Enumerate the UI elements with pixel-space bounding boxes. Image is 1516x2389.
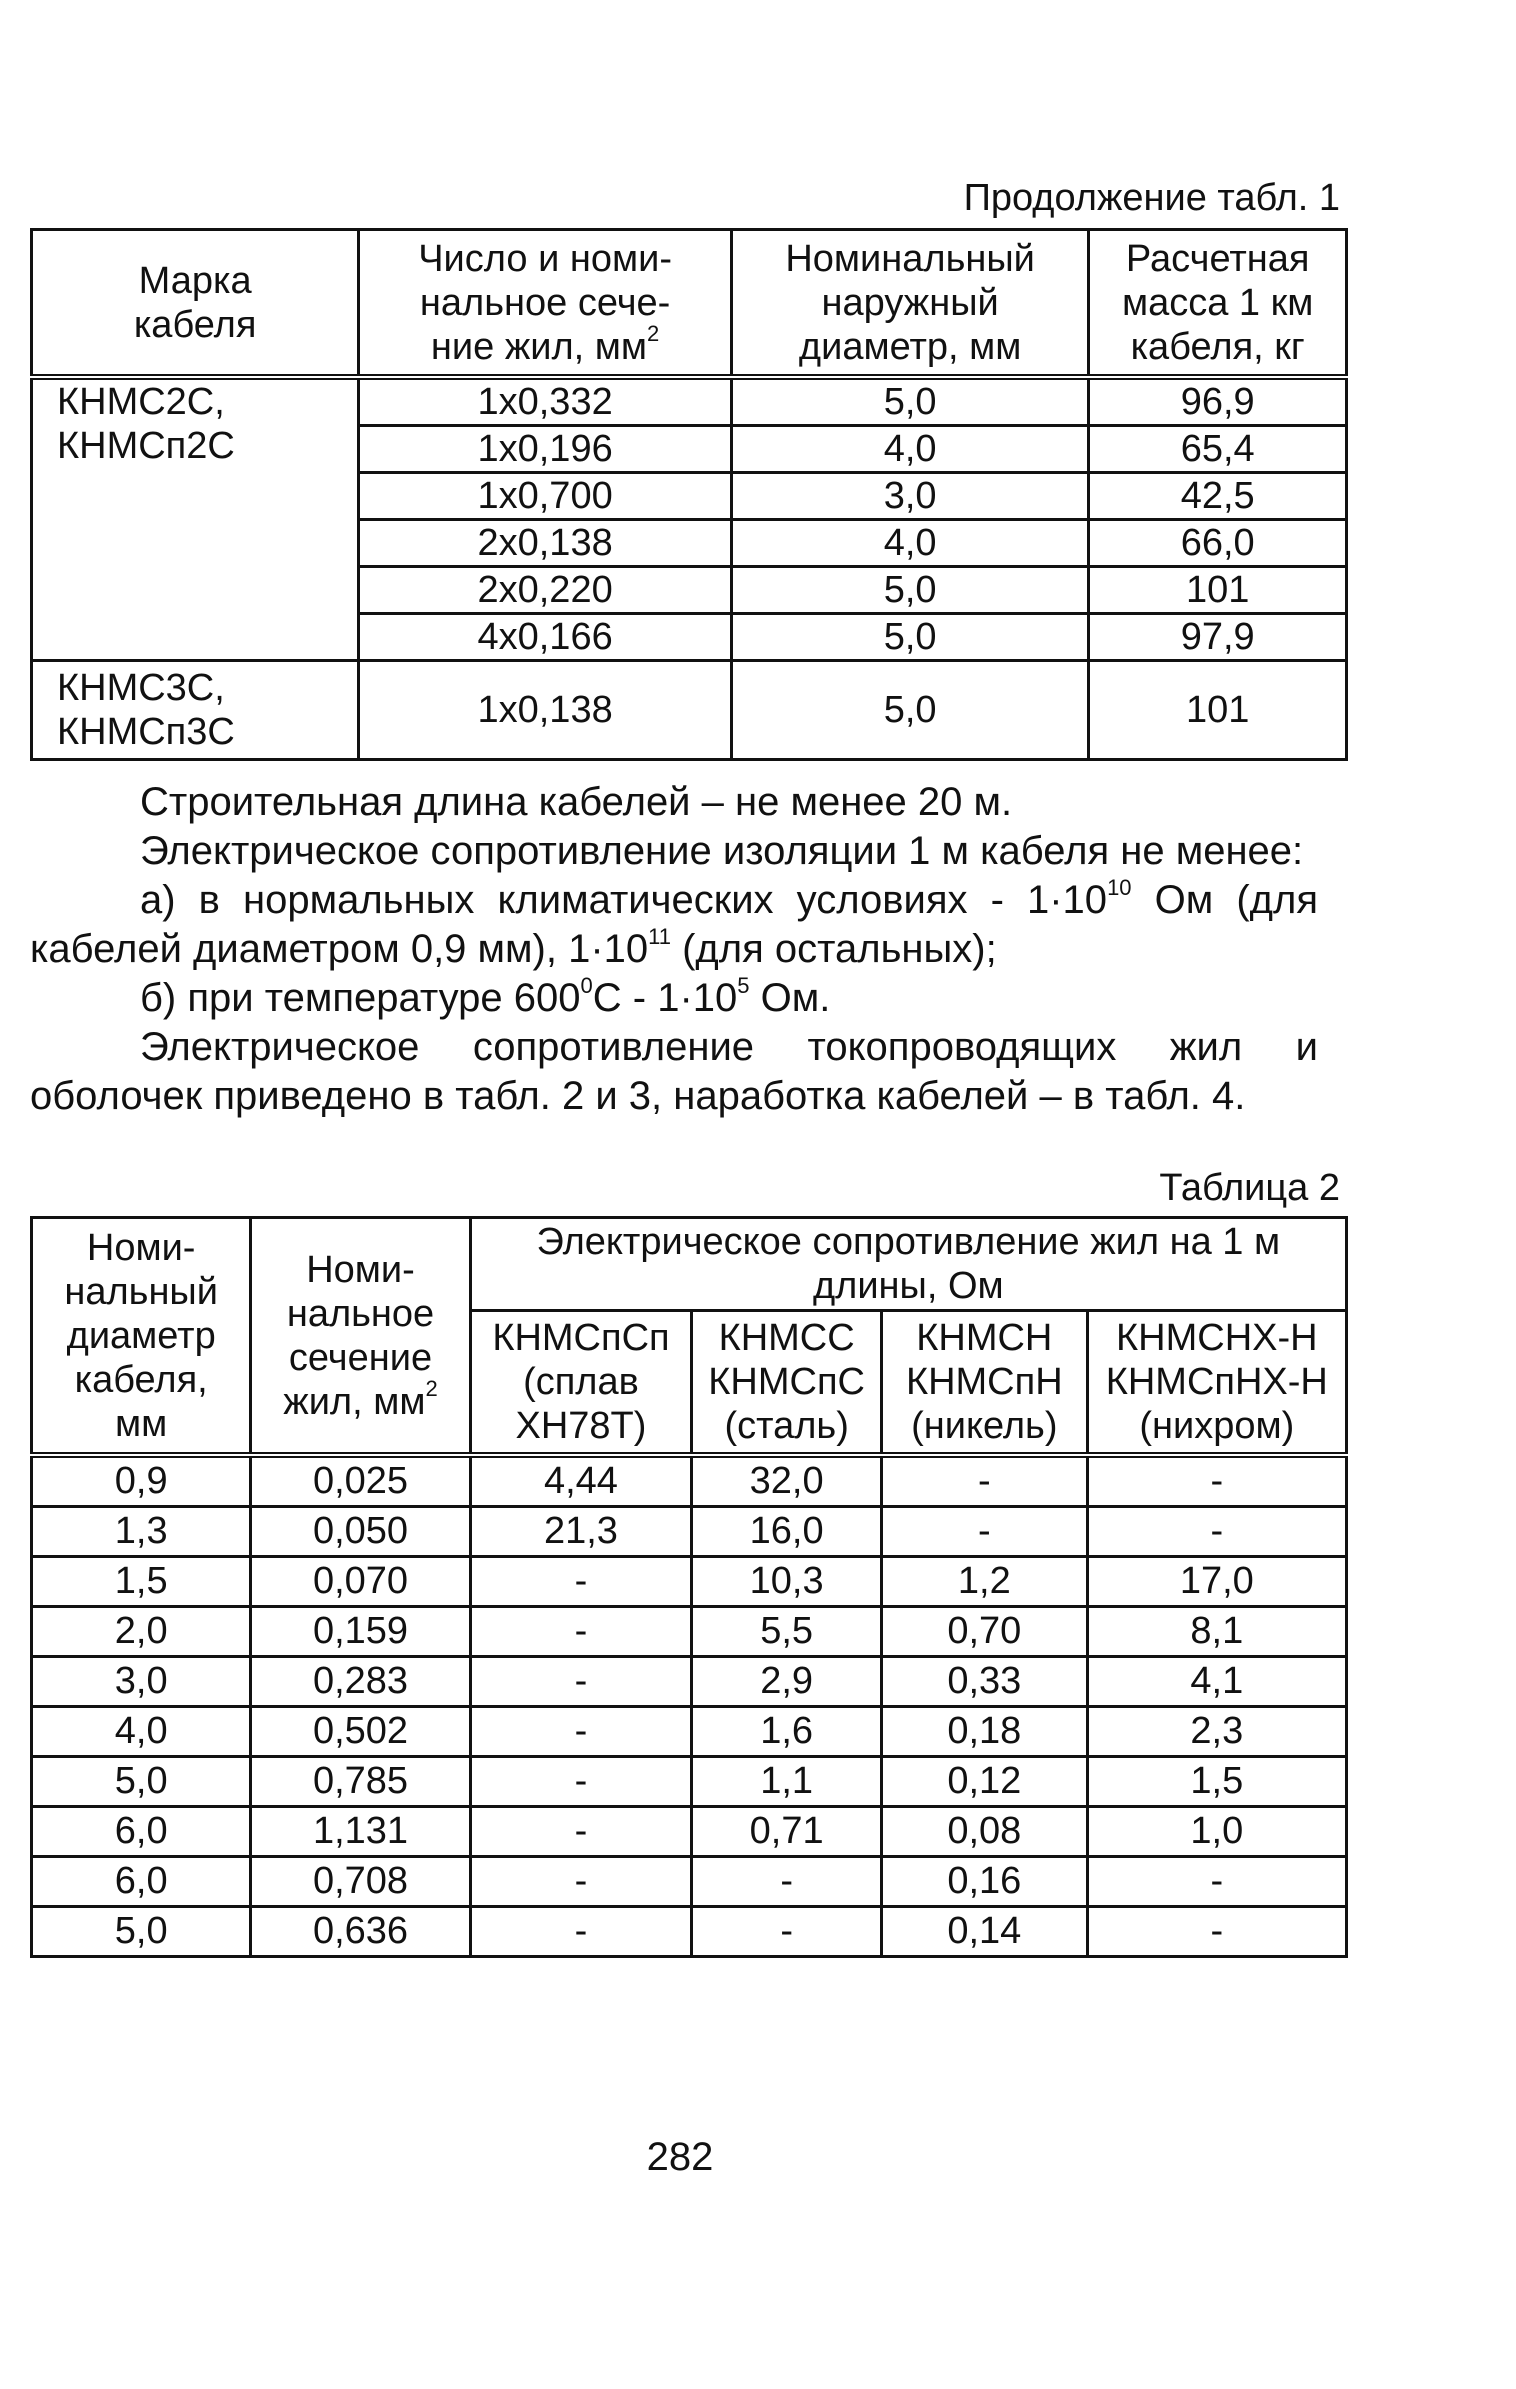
cell: 0,18 [882,1707,1088,1757]
brand-line: КНМСп3С [57,711,235,753]
cell: 16,0 [692,1507,882,1557]
diameter-cell: 3,0 [731,473,1088,520]
cell: 0,33 [882,1657,1088,1707]
cell: 0,050 [251,1507,470,1557]
header-resistance-group [470,1218,1346,1311]
header-line: КНМСпС [708,1361,865,1403]
header-line: КНМСС [718,1317,855,1359]
table-row [32,1857,1347,1907]
cell: 0,708 [251,1857,470,1907]
superscript: 10 [1107,875,1132,900]
cell: 32,0 [692,1455,882,1507]
header-line: ХН78Т) [515,1405,647,1447]
brand-line: КНМСп2С [57,425,235,467]
cell: 0,070 [251,1557,470,1607]
cell: 2,9 [692,1657,882,1707]
header-section-line: нальное [286,1292,435,1335]
item-a-text: (для остальных); [671,927,997,971]
cell: 6,0 [32,1807,251,1857]
diameter-cell: 5,0 [731,661,1088,760]
cell: - [1087,1857,1346,1907]
table-row [32,1607,1347,1657]
superscript: 2 [425,1375,438,1401]
cell: 1,6 [692,1707,882,1757]
section-cell: 1x0,332 [359,377,732,426]
header-diameter-line: кабеля, [74,1358,208,1401]
header-brand [32,230,359,378]
header-mass-line: Расчетная [1125,237,1310,280]
cell: 0,70 [882,1607,1088,1657]
table-row [32,1707,1347,1757]
item-a-text: а) в нормальных климатических условиях - 1·10 [140,878,1108,922]
header-section-line [258,1375,462,1424]
item-b-text: С - 1·10 [592,976,738,1020]
cell: 6,0 [32,1857,251,1907]
table-row [32,661,1347,760]
cell: 5,0 [32,1757,251,1807]
superscript: 0 [580,973,593,998]
cell: - [470,1807,692,1857]
cell: 10,3 [692,1557,882,1607]
table2-caption: Таблица 2 [1159,1167,1340,1209]
header-line: КНМСпСп [492,1317,670,1359]
cell: 0,785 [251,1757,470,1807]
header-brand-line: кабеля [133,303,257,346]
mass-cell: 97,9 [1089,614,1347,661]
item-b-paragraph [30,974,1318,1023]
section-cell: 1x0,196 [359,426,732,473]
cell: 3,0 [32,1657,251,1707]
header-section-line: нальное сече- [419,281,671,324]
table-row [32,1507,1347,1557]
header-nickel [882,1311,1088,1456]
cell: 2,0 [32,1607,251,1657]
header-mass-line: масса 1 км [1121,281,1314,324]
cell: 8,1 [1087,1607,1346,1657]
brand-line: КНМС3С, [57,667,225,709]
table-row [32,1455,1347,1507]
mass-cell: 42,5 [1089,473,1347,520]
table-row [32,1557,1347,1607]
table-row [32,377,1347,426]
header-diameter-line: Номи- [86,1226,196,1269]
cell: - [470,1607,692,1657]
header-section-line [366,320,724,369]
mass-cell: 66,0 [1089,520,1347,567]
mass-cell: 96,9 [1089,377,1347,426]
cell: 4,1 [1087,1657,1346,1707]
superscript: 5 [737,973,750,998]
item-a-paragraph [30,876,1318,974]
header-section [359,230,732,378]
header-alloy [470,1311,692,1456]
cell: - [470,1857,692,1907]
cell: - [1087,1455,1346,1507]
cell: 4,0 [32,1707,251,1757]
cell: 5,5 [692,1607,882,1657]
cell: - [470,1657,692,1707]
header-diameter-line: диаметр [66,1314,216,1357]
header-line: КНМСНХ-Н [1116,1317,1318,1359]
brand-cell [32,661,359,760]
header-diameter-line: мм [115,1402,168,1445]
cell: - [470,1907,692,1957]
cell: 0,636 [251,1907,470,1957]
cell: - [470,1557,692,1607]
header-diameter-line: Номинальный [785,237,1035,280]
section-cell: 1x0,138 [359,661,732,760]
cell: 1,5 [1087,1757,1346,1807]
cell: 5,0 [32,1907,251,1957]
cell: 0,12 [882,1757,1088,1807]
diameter-cell: 5,0 [731,567,1088,614]
header-section-text: ние жил, мм [430,325,648,368]
header-section-line: сечение [288,1336,433,1379]
table1-caption: Продолжение табл. 1 [963,177,1340,219]
item-b-text: б) при температуре 600 [140,976,581,1020]
header-diameter-line: наружный [821,281,999,324]
cell: - [470,1707,692,1757]
table2-header-row [32,1218,1347,1311]
brand-cell [32,377,359,661]
section-cell: 2x0,220 [359,567,732,614]
superscript: 11 [648,924,671,949]
header-line: КНМСпНХ-Н [1105,1361,1328,1403]
section-cell: 2x0,138 [359,520,732,567]
cell: - [882,1455,1088,1507]
resistance-table [30,1216,1348,1958]
cell: 1,0 [1087,1807,1346,1857]
header-brand-line: Марка [138,259,252,302]
cell: 2,3 [1087,1707,1346,1757]
header-line: КНМСпН [905,1361,1063,1403]
header-mass [1089,230,1347,378]
cell: 1,131 [251,1807,470,1857]
header-diameter-line: диаметр, мм [798,325,1022,368]
cell: - [692,1907,882,1957]
header-group-line: Электрическое сопротивление жил на 1 м [536,1221,1281,1263]
header-section-text: жил, мм [283,1380,426,1423]
table-row [32,1807,1347,1857]
superscript: 2 [647,320,660,346]
table1-header-row [32,230,1347,378]
cell: 0,16 [882,1857,1088,1907]
section-cell: 1x0,700 [359,473,732,520]
cell: 1,3 [32,1507,251,1557]
cable-mass-table [30,228,1348,761]
header-section-line: Число и номи- [418,237,672,280]
header-diameter [32,1218,251,1456]
table-row [32,1657,1347,1707]
cell: - [1087,1907,1346,1957]
header-section-line: Номи- [306,1248,415,1291]
length-paragraph: Строительная длина кабелей – не менее 20 м. [140,780,1013,824]
mass-cell: 101 [1089,661,1347,760]
cell: - [692,1857,882,1907]
cell: 0,025 [251,1455,470,1507]
header-line: (нихром) [1139,1405,1295,1447]
table-row [32,1907,1347,1957]
cell: 4,44 [470,1455,692,1507]
diameter-cell: 4,0 [731,426,1088,473]
section-cell: 4x0,166 [359,614,732,661]
diameter-cell: 5,0 [731,614,1088,661]
cell: 1,5 [32,1557,251,1607]
body-text [30,778,1318,1121]
cell: 21,3 [470,1507,692,1557]
cell: 1,2 [882,1557,1088,1607]
header-line: КНМСН [916,1317,1053,1359]
header-mass-line: кабеля, кг [1130,325,1305,368]
cell: - [470,1757,692,1807]
header-diameter [731,230,1088,378]
item-b-text: Ом. [749,976,831,1020]
mass-cell: 101 [1089,567,1347,614]
diameter-cell: 5,0 [731,377,1088,426]
resistance-paragraph: Электрическое сопротивление токопроводящих жил и оболочек приведено в табл. 2 и 3, наработка кабелей – в табл. 4. [30,1025,1318,1118]
cell: 0,71 [692,1807,882,1857]
mass-cell: 65,4 [1089,426,1347,473]
item-a-text: Ом (для кабелей диаметром 0,9 мм), 1·10 [30,878,1319,971]
header-line: (сплав [523,1361,639,1403]
cell: 0,08 [882,1807,1088,1857]
cell: 17,0 [1087,1557,1346,1607]
header-nichrome [1087,1311,1346,1456]
cell: 0,159 [251,1607,470,1657]
cell: 1,1 [692,1757,882,1807]
header-line: (никель) [911,1405,1058,1447]
header-group-line: длины, Ом [812,1265,1004,1307]
cell: 0,502 [251,1707,470,1757]
brand-line: КНМС2С, [57,381,225,423]
cell: 0,9 [32,1455,251,1507]
header-section [251,1218,470,1456]
cell: 0,283 [251,1657,470,1707]
header-line: (сталь) [724,1405,849,1447]
table-row [32,1757,1347,1807]
header-steel [692,1311,882,1456]
cell: - [882,1507,1088,1557]
header-diameter-line: нальный [64,1270,218,1313]
page-number: 282 [646,2135,714,2179]
cell: - [1087,1507,1346,1557]
diameter-cell: 4,0 [731,520,1088,567]
cell: 0,14 [882,1907,1088,1957]
insulation-paragraph: Электрическое сопротивление изоляции 1 м кабеля не менее: [140,829,1304,873]
